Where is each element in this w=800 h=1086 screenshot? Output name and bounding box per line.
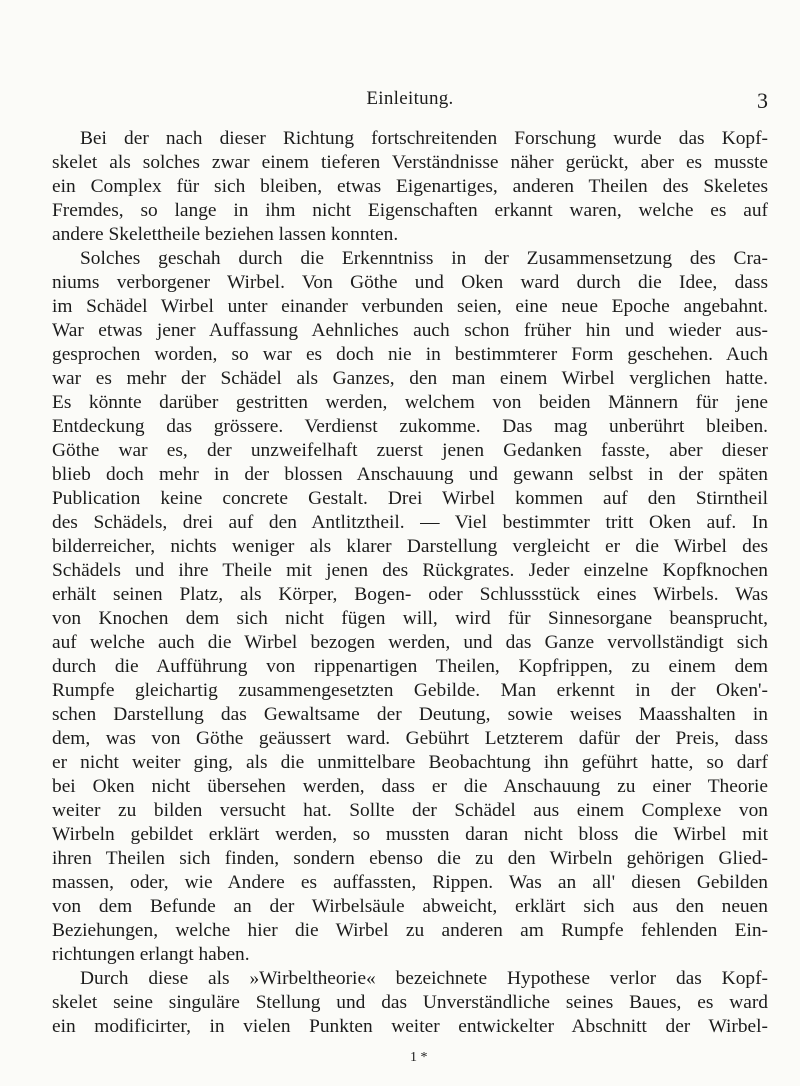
text-line: ihren Theilen sich finden, sondern ebenso die zu den Wirbeln gehörigen Glied- (52, 848, 768, 869)
paragraph (52, 247, 768, 967)
text-line: Beziehungen, welche hier die Wirbel zu anderen am Rumpfe fehlenden Ein- (52, 920, 768, 941)
text-line: blieb doch mehr in der blossen Anschauung und gewann selbst in der späten (52, 464, 768, 485)
text-line: weiter zu bilden versucht hat. Sollte der Schädel aus einem Complexe von (52, 800, 768, 821)
text-line: Rumpfe gleichartig zusammengesetzten Gebilde. Man erkennt in der Oken'- (52, 680, 768, 701)
text-line: andere Skelettheile beziehen lassen konnten. (52, 224, 399, 245)
text-line: dem, was von Göthe geäussert ward. Gebührt Letzterem dafür der Preis, dass (52, 728, 768, 749)
page-number: 3 (757, 88, 768, 113)
text-line: im Schädel Wirbel unter einander verbunden seien, eine neue Epoche angebahnt. (52, 296, 768, 317)
body-text (52, 127, 768, 1039)
text-line: skelet als solches zwar einem tieferen Verständnisse näher gerückt, aber es musste (52, 152, 768, 173)
paragraph (52, 967, 768, 1039)
text-line: Fremdes, so lange in ihm nicht Eigenschaften erkannt waren, welche es auf (52, 200, 768, 221)
text-line: massen, oder, wie Andere es auffassten, Rippen. Was an all' diesen Gebilden (52, 872, 768, 893)
text-line: gesprochen worden, so war es doch nie in bestimmterer Form geschehen. Auch (52, 344, 768, 365)
text-line: skelet seine singuläre Stellung und das Unverständliche seines Baues, es ward (52, 992, 768, 1013)
text-line: Solches geschah durch die Erkenntniss in der Zusammensetzung des Cra- (80, 248, 768, 269)
text-line: auf welche auch die Wirbel bezogen werden, und das Ganze vervollständigt sich (52, 632, 768, 653)
text-line: von Knochen dem sich nicht fügen will, wird für Sinnesorgane beansprucht, (52, 608, 768, 629)
text-line: War etwas jener Auffassung Aehnliches auch schon früher hin und wieder aus- (52, 320, 768, 341)
text-line: bei Oken nicht übersehen werden, dass er die Anschauung zu einer Theorie (52, 776, 768, 797)
text-line: von dem Befunde an der Wirbelsäule abweicht, erklärt sich aus den neuen (52, 896, 768, 917)
paragraph (52, 127, 768, 247)
text-line: niums verborgener Wirbel. Von Göthe und Oken ward durch die Idee, dass (52, 272, 768, 293)
text-line: des Schädels, drei auf den Antlitztheil. — Viel bestimmter tritt Oken auf. In (52, 512, 768, 533)
text-line: schen Darstellung das Gewaltsame der Deutung, sowie weises Maasshalten in (52, 704, 768, 725)
text-line: richtungen erlangt haben. (52, 944, 250, 965)
text-line: er nicht weiter ging, als die unmittelbare Beobachtung ihn geführt hatte, so darf (52, 752, 768, 773)
text-line: Schädels und ihre Theile mit jenen des Rückgrates. Jeder einzelne Kopfknochen (52, 560, 768, 581)
text-line: Es könnte darüber gestritten werden, welchem von beiden Männern für jene (52, 392, 768, 413)
text-line: Wirbeln gebildet erklärt werden, so mussten daran nicht bloss die Wirbel mit (52, 824, 768, 845)
text-line: ein modificirter, in vielen Punkten weiter entwickelter Abschnitt der Wirbel- (52, 1016, 768, 1037)
text-line: durch die Aufführung von rippenartigen Theilen, Kopfrippen, zu einem dem (52, 656, 768, 677)
signature-mark: 1 * (410, 1050, 428, 1065)
text-line: erhält seinen Platz, als Körper, Bogen- oder Schlussstück eines Wirbels. Was (52, 584, 768, 605)
text-line: Göthe war es, der unzweifelhaft zuerst jenen Gedanken fasste, aber dieser (52, 440, 768, 461)
text-line: Publication keine concrete Gestalt. Drei Wirbel kommen auf den Stirntheil (52, 488, 768, 509)
text-line: bilderreicher, nichts weniger als klarer Darstellung vergleicht er die Wirbel des (52, 536, 768, 557)
page-header (52, 88, 768, 118)
text-line: ein Complex für sich bleiben, etwas Eigenartiges, anderen Theilen des Skeletes (52, 176, 768, 197)
text-line: Durch diese als »Wirbeltheorie« bezeichnete Hypothese verlor das Kopf- (80, 968, 768, 989)
text-line: war es mehr der Schädel als Ganzes, den man einem Wirbel verglichen hatte. (52, 368, 768, 389)
text-line: Bei der nach dieser Richtung fortschreitenden Forschung wurde das Kopf- (80, 128, 768, 149)
text-line: Entdeckung das grössere. Verdienst zukomme. Das mag unberührt bleiben. (52, 416, 768, 437)
running-title: Einleitung. (366, 88, 454, 109)
